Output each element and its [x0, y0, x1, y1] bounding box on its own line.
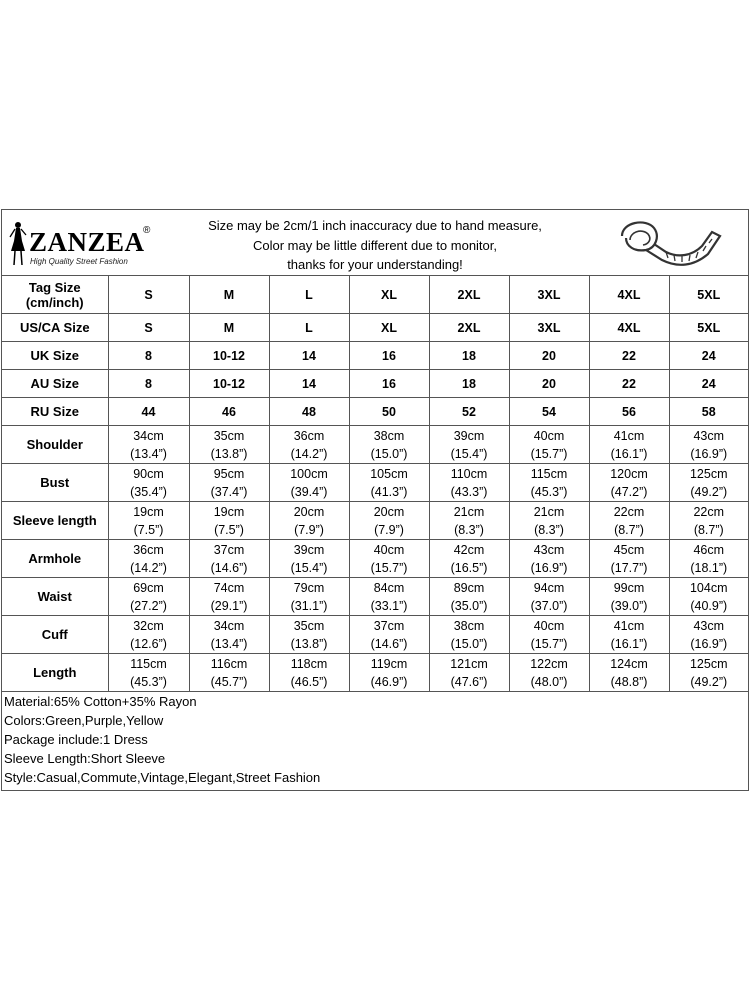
table-cell	[669, 578, 748, 616]
table-cell	[349, 426, 429, 464]
cm-value: 100cm	[290, 466, 328, 481]
table-cell	[429, 540, 509, 578]
cm-value: 118cm	[290, 656, 328, 671]
table-cell	[429, 616, 509, 654]
table-cell: 24	[669, 370, 748, 398]
table-cell	[189, 654, 269, 692]
cm-value: 99cm	[613, 580, 645, 595]
detail-line: Material:65% Cotton+35% Rayon	[4, 694, 197, 709]
inch-value: (17.7”)	[610, 560, 648, 575]
table-cell	[589, 502, 669, 540]
table-cell: 52	[429, 398, 509, 426]
table-cell: 18	[429, 370, 509, 398]
inch-value: (16.9”)	[690, 446, 728, 461]
table-cell: 16	[349, 342, 429, 370]
table-cell	[108, 540, 189, 578]
table-row	[2, 314, 748, 342]
detail-line: Package include:1 Dress	[4, 732, 148, 747]
cm-value: 20cm	[293, 504, 325, 519]
inch-value: (13.4”)	[130, 446, 167, 461]
inch-value: (47.6”)	[450, 674, 488, 689]
table-cell: 22	[589, 370, 669, 398]
table-cell	[269, 540, 349, 578]
table-row	[2, 276, 748, 314]
table-cell: 8	[108, 370, 189, 398]
table-cell: 20	[509, 342, 589, 370]
notice-line: thanks for your understanding!	[287, 257, 463, 272]
inch-value: (14.6”)	[210, 560, 248, 575]
table-cell	[509, 616, 589, 654]
table-cell	[429, 654, 509, 692]
cm-value: 46cm	[693, 542, 725, 557]
table-cell	[269, 502, 349, 540]
table-cell: 3XL	[509, 314, 589, 342]
inch-value: (35.4”)	[130, 484, 167, 499]
inch-value: (7.5”)	[133, 522, 164, 537]
table-cell: 14	[269, 342, 349, 370]
row-header: Bust	[2, 464, 108, 502]
inch-value: (48.8”)	[610, 674, 648, 689]
table-row	[2, 654, 748, 692]
table-cell	[509, 464, 589, 502]
cm-value: 43cm	[693, 428, 725, 443]
cm-value: 119cm	[370, 656, 408, 671]
chart-header	[2, 210, 748, 276]
inch-value: (13.8”)	[210, 446, 248, 461]
cm-value: 89cm	[453, 580, 485, 595]
inch-value: (13.8”)	[290, 636, 328, 651]
inch-value: (15.7”)	[530, 446, 568, 461]
table-cell: 4XL	[589, 314, 669, 342]
table-cell	[509, 426, 589, 464]
cm-value: 35cm	[293, 618, 325, 633]
cm-value: 79cm	[293, 580, 325, 595]
table-cell: XL	[349, 276, 429, 314]
table-cell	[509, 540, 589, 578]
table-cell	[349, 464, 429, 502]
detail-line: Sleeve Length:Short Sleeve	[4, 751, 166, 766]
inch-value: (48.0”)	[530, 674, 568, 689]
table-cell	[589, 654, 669, 692]
detail-line: Style:Casual,Commute,Vintage,Elegant,Street Fashion	[4, 770, 321, 785]
cm-value: 41cm	[613, 618, 645, 633]
table-cell: 56	[589, 398, 669, 426]
table-cell	[509, 654, 589, 692]
cm-value: 34cm	[213, 618, 245, 633]
row-header: Armhole	[2, 540, 108, 578]
table-row	[2, 398, 748, 426]
table-cell	[189, 616, 269, 654]
cm-value: 21cm	[533, 504, 565, 519]
inch-value: (45.3”)	[530, 484, 568, 499]
cm-value: 90cm	[133, 466, 164, 481]
inch-value: (47.2”)	[610, 484, 648, 499]
cm-value: 34cm	[133, 428, 164, 443]
detail-line: Colors:Green,Purple,Yellow	[4, 713, 164, 728]
inch-value: (16.1”)	[610, 636, 648, 651]
inch-value: (13.4”)	[210, 636, 248, 651]
table-cell	[189, 502, 269, 540]
inch-value: (18.1”)	[690, 560, 728, 575]
cm-value: 42cm	[453, 542, 485, 557]
table-cell: M	[189, 314, 269, 342]
table-row	[2, 370, 748, 398]
size-table-body	[2, 276, 748, 692]
cm-value: 43cm	[693, 618, 725, 633]
table-cell: 18	[429, 342, 509, 370]
cm-value: 39cm	[293, 542, 325, 557]
row-header: Cuff	[2, 616, 108, 654]
cm-value: 41cm	[613, 428, 645, 443]
table-cell	[349, 654, 429, 692]
table-cell	[429, 578, 509, 616]
cm-value: 37cm	[373, 618, 405, 633]
measuring-tape-icon	[616, 214, 726, 272]
table-cell: 3XL	[509, 276, 589, 314]
cm-value: 104cm	[689, 580, 728, 595]
table-cell	[589, 616, 669, 654]
table-cell	[669, 502, 748, 540]
cm-value: 116cm	[210, 656, 248, 671]
table-cell	[269, 464, 349, 502]
cm-value: 38cm	[453, 618, 485, 633]
inch-value: (41.3”)	[370, 484, 408, 499]
row-header: UK Size	[2, 342, 108, 370]
cm-value: 19cm	[133, 504, 164, 519]
table-cell: S	[108, 314, 189, 342]
cm-value: 125cm	[689, 656, 728, 671]
inch-value: (39.0”)	[610, 598, 648, 613]
inch-value: (7.5”)	[214, 522, 244, 537]
row-header: Length	[2, 654, 108, 692]
cm-value: 120cm	[610, 466, 648, 481]
table-row	[2, 616, 748, 654]
cm-value: 45cm	[613, 542, 645, 557]
notice-line: Color may be little different due to monitor,	[253, 237, 497, 253]
inch-value: (8.3”)	[454, 522, 484, 537]
cm-value: 22cm	[693, 504, 725, 519]
table-cell	[108, 502, 189, 540]
table-cell: M	[189, 276, 269, 314]
inch-value: (37.0”)	[530, 598, 568, 613]
table-cell	[189, 540, 269, 578]
inch-value: (14.2”)	[130, 560, 167, 575]
cm-value: 115cm	[130, 656, 167, 671]
table-row	[2, 426, 748, 464]
table-cell	[189, 426, 269, 464]
row-header: AU Size	[2, 370, 108, 398]
brand-logo	[5, 213, 165, 273]
inch-value: (15.7”)	[370, 560, 408, 575]
table-cell	[108, 616, 189, 654]
table-cell	[669, 464, 748, 502]
table-cell: 54	[509, 398, 589, 426]
inch-value: (7.9”)	[294, 522, 324, 537]
inch-value: (15.4”)	[450, 446, 488, 461]
inch-value: (33.1”)	[370, 598, 408, 613]
inch-value: (37.4”)	[210, 484, 248, 499]
row-header: Tag Size (cm/inch)	[2, 276, 108, 314]
table-cell	[349, 502, 429, 540]
cm-value: 121cm	[450, 656, 488, 671]
table-cell: 50	[349, 398, 429, 426]
inch-value: (14.6”)	[370, 636, 408, 651]
cm-value: 122cm	[530, 656, 568, 671]
inch-value: (16.1”)	[610, 446, 648, 461]
cm-value: 20cm	[373, 504, 405, 519]
table-cell	[429, 464, 509, 502]
inch-value: (46.5”)	[290, 674, 328, 689]
table-cell: 46	[189, 398, 269, 426]
table-cell	[509, 502, 589, 540]
table-cell: 24	[669, 342, 748, 370]
table-cell: 22	[589, 342, 669, 370]
table-cell: L	[269, 276, 349, 314]
inch-value: (29.1”)	[210, 598, 248, 613]
table-cell	[108, 464, 189, 502]
inch-value: (8.3”)	[534, 522, 564, 537]
inch-value: (16.9”)	[530, 560, 568, 575]
table-cell	[108, 654, 189, 692]
inch-value: (40.9”)	[690, 598, 728, 613]
notice-line: Size may be 2cm/1 inch inaccuracy due to hand measure,	[208, 218, 542, 233]
table-row	[2, 464, 748, 502]
table-cell	[269, 616, 349, 654]
inch-value: (43.3”)	[450, 484, 488, 499]
cm-value: 105cm	[370, 466, 408, 481]
table-cell	[589, 578, 669, 616]
inch-value: (15.0”)	[450, 636, 488, 651]
table-cell	[589, 426, 669, 464]
row-header: Waist	[2, 578, 108, 616]
table-cell: 16	[349, 370, 429, 398]
inch-value: (49.2”)	[690, 484, 728, 499]
inch-value: (8.7”)	[693, 522, 724, 537]
cm-value: 40cm	[533, 618, 565, 633]
table-cell: 5XL	[669, 276, 748, 314]
cm-value: 84cm	[373, 580, 405, 595]
model-silhouette-icon	[7, 221, 29, 267]
table-cell	[429, 426, 509, 464]
table-cell	[269, 654, 349, 692]
cm-value: 43cm	[533, 542, 565, 557]
table-row	[2, 502, 748, 540]
table-cell: 10-12	[189, 342, 269, 370]
cm-value: 40cm	[533, 428, 565, 443]
cm-value: 110cm	[450, 466, 488, 481]
inch-value: (15.0”)	[370, 446, 408, 461]
inch-value: (39.4”)	[290, 484, 328, 499]
inch-value: (16.9”)	[690, 636, 728, 651]
cm-value: 94cm	[533, 580, 565, 595]
table-cell: L	[269, 314, 349, 342]
inch-value: (46.9”)	[370, 674, 408, 689]
cm-value: 37cm	[213, 542, 245, 557]
row-header: Shoulder	[2, 426, 108, 464]
cm-value: 22cm	[613, 504, 645, 519]
table-cell: 4XL	[589, 276, 669, 314]
table-cell: 5XL	[669, 314, 748, 342]
cm-value: 35cm	[213, 428, 245, 443]
cm-value: 124cm	[610, 656, 648, 671]
row-header: US/CA Size	[2, 314, 108, 342]
inch-value: (7.9”)	[374, 522, 404, 537]
table-cell: 48	[269, 398, 349, 426]
cm-value: 74cm	[213, 580, 245, 595]
inch-value: (31.1”)	[290, 598, 328, 613]
table-cell: 8	[108, 342, 189, 370]
table-cell	[349, 616, 429, 654]
table-cell: 58	[669, 398, 748, 426]
inch-value: (14.2”)	[290, 446, 328, 461]
table-cell	[589, 464, 669, 502]
cm-value: 115cm	[530, 466, 568, 481]
table-cell	[669, 616, 748, 654]
table-cell	[669, 426, 748, 464]
inch-value: (12.6”)	[130, 636, 167, 651]
table-cell: XL	[349, 314, 429, 342]
product-details	[4, 692, 320, 787]
inch-value: (45.3”)	[130, 674, 167, 689]
table-cell	[269, 426, 349, 464]
table-cell	[349, 578, 429, 616]
cm-value: 32cm	[133, 618, 164, 633]
inch-value: (16.5”)	[450, 560, 488, 575]
table-cell	[509, 578, 589, 616]
table-cell	[189, 578, 269, 616]
table-cell	[349, 540, 429, 578]
table-cell	[669, 654, 748, 692]
inch-value: (35.0”)	[450, 598, 488, 613]
cm-value: 95cm	[213, 466, 245, 481]
table-cell: S	[108, 276, 189, 314]
table-cell	[269, 578, 349, 616]
size-table	[2, 276, 748, 692]
cm-value: 36cm	[133, 542, 164, 557]
table-cell: 10-12	[189, 370, 269, 398]
inch-value: (27.2”)	[130, 598, 167, 613]
table-cell	[108, 578, 189, 616]
inch-value: (15.7”)	[530, 636, 568, 651]
cm-value: 38cm	[373, 428, 405, 443]
measurement-notice	[190, 216, 560, 275]
inch-value: (49.2”)	[690, 674, 728, 689]
cm-value: 19cm	[213, 504, 245, 519]
inch-value: (15.4”)	[290, 560, 328, 575]
table-cell	[669, 540, 748, 578]
table-cell: 2XL	[429, 276, 509, 314]
cm-value: 39cm	[453, 428, 485, 443]
cm-value: 36cm	[293, 428, 325, 443]
row-header: RU Size	[2, 398, 108, 426]
table-row	[2, 578, 748, 616]
size-chart	[1, 209, 749, 791]
inch-value: (45.7”)	[210, 674, 248, 689]
table-cell	[589, 540, 669, 578]
table-row	[2, 540, 748, 578]
brand-name: ZANZEA	[29, 227, 145, 257]
table-cell: 14	[269, 370, 349, 398]
table-cell: 44	[108, 398, 189, 426]
cm-value: 21cm	[453, 504, 485, 519]
table-cell	[429, 502, 509, 540]
row-header: Sleeve length	[2, 502, 108, 540]
table-row	[2, 342, 748, 370]
brand-tagline: High Quality Street Fashion	[30, 257, 128, 266]
table-cell: 2XL	[429, 314, 509, 342]
cm-value: 40cm	[373, 542, 405, 557]
cm-value: 125cm	[689, 466, 728, 481]
table-cell	[189, 464, 269, 502]
table-cell: 20	[509, 370, 589, 398]
cm-value: 69cm	[133, 580, 164, 595]
table-cell	[108, 426, 189, 464]
inch-value: (8.7”)	[614, 522, 644, 537]
registered-mark: ®	[143, 225, 151, 236]
